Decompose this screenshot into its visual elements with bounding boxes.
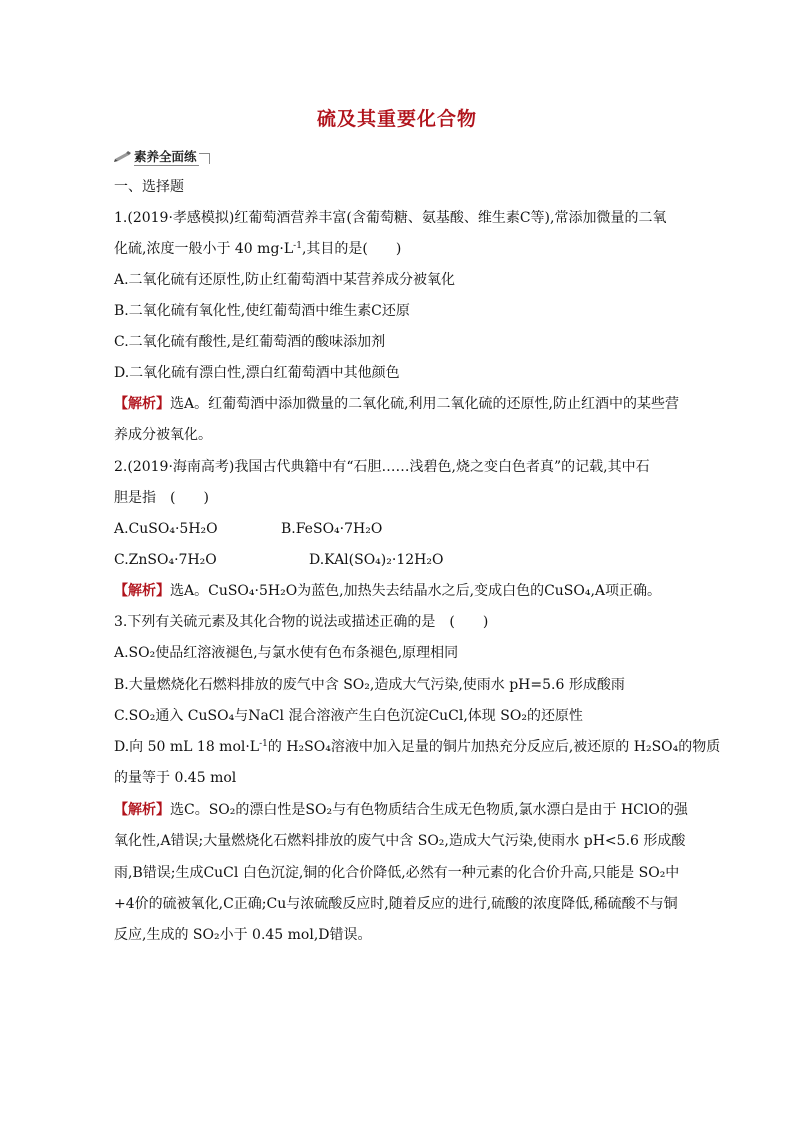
- q3-analysis-tag: 【解析】: [114, 802, 170, 818]
- document-title: 硫及其重要化合物: [316, 108, 477, 130]
- q3-option-c: C.SO₂通入 CuSO₄与NaCl 混合溶液产生白色沉淀CuCl,体现 SO₂的还原性: [114, 708, 583, 724]
- q1-stem-line1: 1.(2019·孝感模拟)红葡萄酒营养丰富(含葡萄糖、氨基酸、维生素C等),常添加微量的二氧: [114, 210, 667, 226]
- q2-analysis-text: 选A。CuSO₄·5H₂O为蓝色,加热失去结晶水之后,变成白色的CuSO₄,A项正确。: [170, 583, 662, 599]
- section-tag-label: 素养全面练: [134, 148, 197, 164]
- q3-option-d-sup: -1: [259, 739, 268, 749]
- section-heading: 一、选择题: [114, 179, 184, 195]
- q2-option-c: C.ZnSO₄·7H₂O: [114, 552, 217, 568]
- q1-analysis-tag: 【解析】: [114, 396, 170, 412]
- q1-option-c: C.二氧化硫有酸性,是红葡萄酒的酸味添加剂: [114, 334, 386, 350]
- q1-option-a: A.二氧化硫有还原性,防止红葡萄酒中某营养成分被氧化: [114, 272, 456, 288]
- q2-option-a: A.CuSO₄·5H₂O: [114, 521, 218, 537]
- q3-option-b: B.大量燃烧化石燃料排放的废气中含 SO₂,造成大气污染,使雨水 pH=5.6 形成酸雨: [114, 677, 625, 693]
- q1-option-d: D.二氧化硫有漂白性,漂白红葡萄酒中其他颜色: [114, 365, 400, 381]
- q3-option-d-a: D.向 50 mL 18 mol·L: [114, 739, 260, 755]
- q3-analysis-line1: [114, 801, 688, 819]
- q2-option-d: D.KAl(SO₄)₂·12H₂O: [309, 552, 444, 568]
- q2-options-row2: [114, 551, 684, 569]
- q3-option-d-line2: 的量等于 0.45 mol: [114, 770, 237, 786]
- q3-analysis-line5: 反应,生成的 SO₂小于 0.45 mol,D错误。: [114, 927, 372, 943]
- q1-stem-line2-sup: -1: [293, 241, 302, 251]
- q1-stem-line2: [114, 240, 684, 258]
- q3-analysis-line3: 雨,B错误;生成CuCl 白色沉淀,铜的化合价降低,必然有一种元素的化合价升高,只能是 SO₂中: [114, 865, 680, 881]
- q2-option-b: B.FeSO₄·7H₂O: [281, 521, 383, 537]
- q3-stem-line1: 3.下列有关硫元素及其化合物的说法或描述正确的是 ( ): [114, 614, 489, 630]
- q2-stem-line2: 胆是指 ( ): [114, 490, 209, 506]
- q2-analysis-line1: [114, 582, 684, 600]
- section-tag-corner: [199, 153, 210, 164]
- q3-analysis-text: 选C。SO₂的漂白性是SO₂与有色物质结合生成无色物质,氯水漂白是由于 HClO的强: [170, 802, 688, 818]
- q1-stem-line2-a: 化硫,浓度一般小于 40 mg·L: [114, 241, 294, 257]
- q1-analysis-line1: [114, 395, 684, 413]
- q3-option-d-b: 的 H₂SO₄溶液中加入足量的铜片加热充分反应后,被还原的 H₂SO₄的物质: [267, 739, 721, 755]
- q1-stem-line2-b: ,其目的是( ): [301, 241, 402, 257]
- q1-option-b: B.二氧化硫有氧化性,使红葡萄酒中维生素C还原: [114, 303, 410, 319]
- q3-option-a: A.SO₂使品红溶液褪色,与氯水使有色布条褪色,原理相同: [114, 645, 459, 661]
- q3-analysis-line4: +4价的硫被氧化,C正确;Cu与浓硫酸反应时,随着反应的进行,硫酸的浓度降低,稀硫酸不与铜: [114, 896, 678, 912]
- q1-analysis-line2: 养成分被氧化。: [114, 427, 212, 443]
- q2-options-row1: [114, 520, 684, 538]
- pen-icon: [114, 150, 132, 162]
- q3-analysis-line2: 氧化性,A错误;大量燃烧化石燃料排放的废气中含 SO₂,造成大气污染,使雨水 pH<5.6 形成酸: [114, 833, 686, 849]
- q3-option-d-line1: [114, 738, 721, 756]
- q1-analysis-text: 选A。红葡萄酒中添加微量的二氧化硫,利用二氧化硫的还原性,防止红酒中的某些营: [170, 396, 680, 412]
- section-tag: [114, 148, 210, 164]
- q2-stem-line1: 2.(2019·海南高考)我国古代典籍中有“石胆……浅碧色,烧之变白色者真”的记载,其中石: [114, 459, 650, 475]
- q2-analysis-tag: 【解析】: [114, 583, 170, 599]
